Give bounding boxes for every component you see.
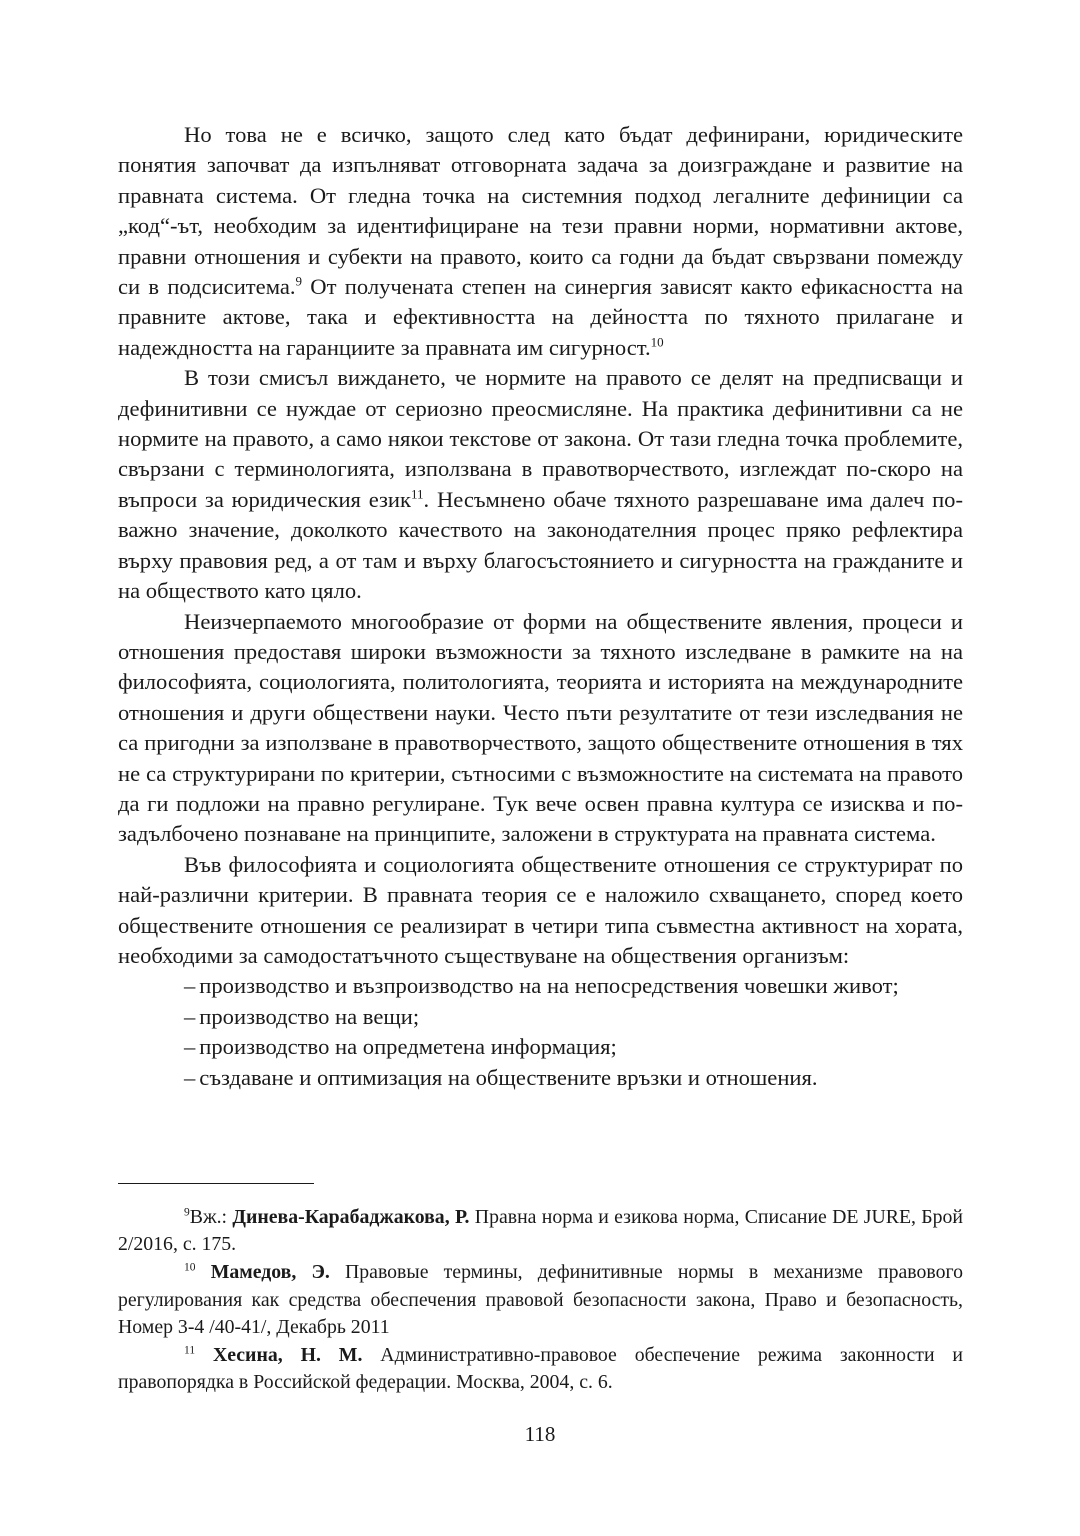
footnotes [118, 1204, 963, 1396]
main-text [118, 120, 963, 1093]
paragraph-1: Но това не е всичко, защото след като бъдат дефинирани, юридическите понятия започват да изпълняват отговорната задача за доизграждане и развитие на правната система. От гледна точка на системния подход легалните дефиниции са „код“-ът, необходим за идентифициране на тези правни норми, нормативни актове, правни отношения и субекти на правото, които са годни да бъдат свързвани помежду си в подсиситема.$^9$ От получената степен на синергия зависят както ефикасността на правните актове, така и ефективността на дейността по тяхното прилагане и надеждността на гаранциите за правната им сигурност.$^{10}$ [118, 122, 963, 360]
footnote-10: $^{10}$ Мамедов, Э. Правовые термины, дефинитивные нормы в механизме правового регулирования как средства обеспечения правовой безопасности закона, Право и безопасность, Номер 3-4 /40-41/, Декабрь 2011 [118, 1261, 963, 1338]
footnote-ref-9: 9 [295, 273, 303, 289]
list-item: – производство на вещи; [184, 1003, 420, 1029]
footnote-11: $^{11}$ Хесина, Н. М. Административно-правовое обеспечение режима законности и правопорядка в Российской федерации. Москва, 2004, с. 6. [118, 1344, 963, 1394]
footnote-ref-10: 10 [650, 334, 664, 350]
footnote-author: Хесина, Н. М. [212, 1344, 363, 1367]
paragraph-2: В този смисъл виждането, че нормите на правото се делят на предписващи и дефинитивни се нуждае от сериозно преосмисляне. На практика дефинитивни са не нормите на правото, а само някои текстове от закона. От тази гледна точка проблемите, свързани с терминологията, използвана в правотворчеството, изглеждат по-скоро на въпроси за юридическия език$^{11}$. Несъмнено обаче тяхното разрешаване има далеч по-важно значение, доколкото качеството на законодателния процес пряко рефлектира върху правовия ред, а от там и върху благосъстоянието и сигурността на гражданите и на обществото като цяло. [118, 365, 963, 604]
list-item: – производство и възпроизводство на на непосредствения човешки живот; [184, 973, 899, 999]
footnote-ref-11: 11 [411, 486, 424, 502]
footnote-9: $^9$Вж.: Динева-Карабаджакова, Р. Правна норма и езикова норма, Списание DE JURE, Брой 2/2016, с. 175. [118, 1206, 964, 1256]
list-item: – производство на опредметена информация; [184, 1034, 617, 1060]
footnote-author: Динева-Карабаджакова, Р. [232, 1206, 470, 1228]
activity-list [118, 971, 963, 1093]
footnote-divider [118, 1183, 314, 1184]
page-number: 118 [524, 1422, 556, 1446]
footnote-author: Мамедов, Э. [210, 1261, 330, 1284]
list-item: – създаване и оптимизация на обществените връзки и отношения. [184, 1064, 818, 1090]
paragraph-3: Неизчерпаемото многообразие от форми на обществените явления, процеси и отношения предоставя широки възможности за тяхното изследване в рамките на на философията, социологията, политологията, теорията и историята на международните отношения и други обществени науки. Често пъти резултатите от тези изследвания не са пригодни за използване в правотворчеството, защото обществените отношения в тях не са структурирани по критерии, сътносими с възможностите на системата на правото да ги подложи на правно регулиране. Тук вече освен правна култура се изисква и по-задълбочено познаване на принципите, заложени в структурата на правната система. [118, 608, 963, 847]
paragraph-4: Във философията и социологията обществените отношения се структурират по най-различни критерии. В правната теория се е наложило схващането, според което обществените отношения се реализират в четири типа съвместна активност на хората, необходими за самодостатъчното съществуване на обществения организъм: [118, 851, 963, 968]
